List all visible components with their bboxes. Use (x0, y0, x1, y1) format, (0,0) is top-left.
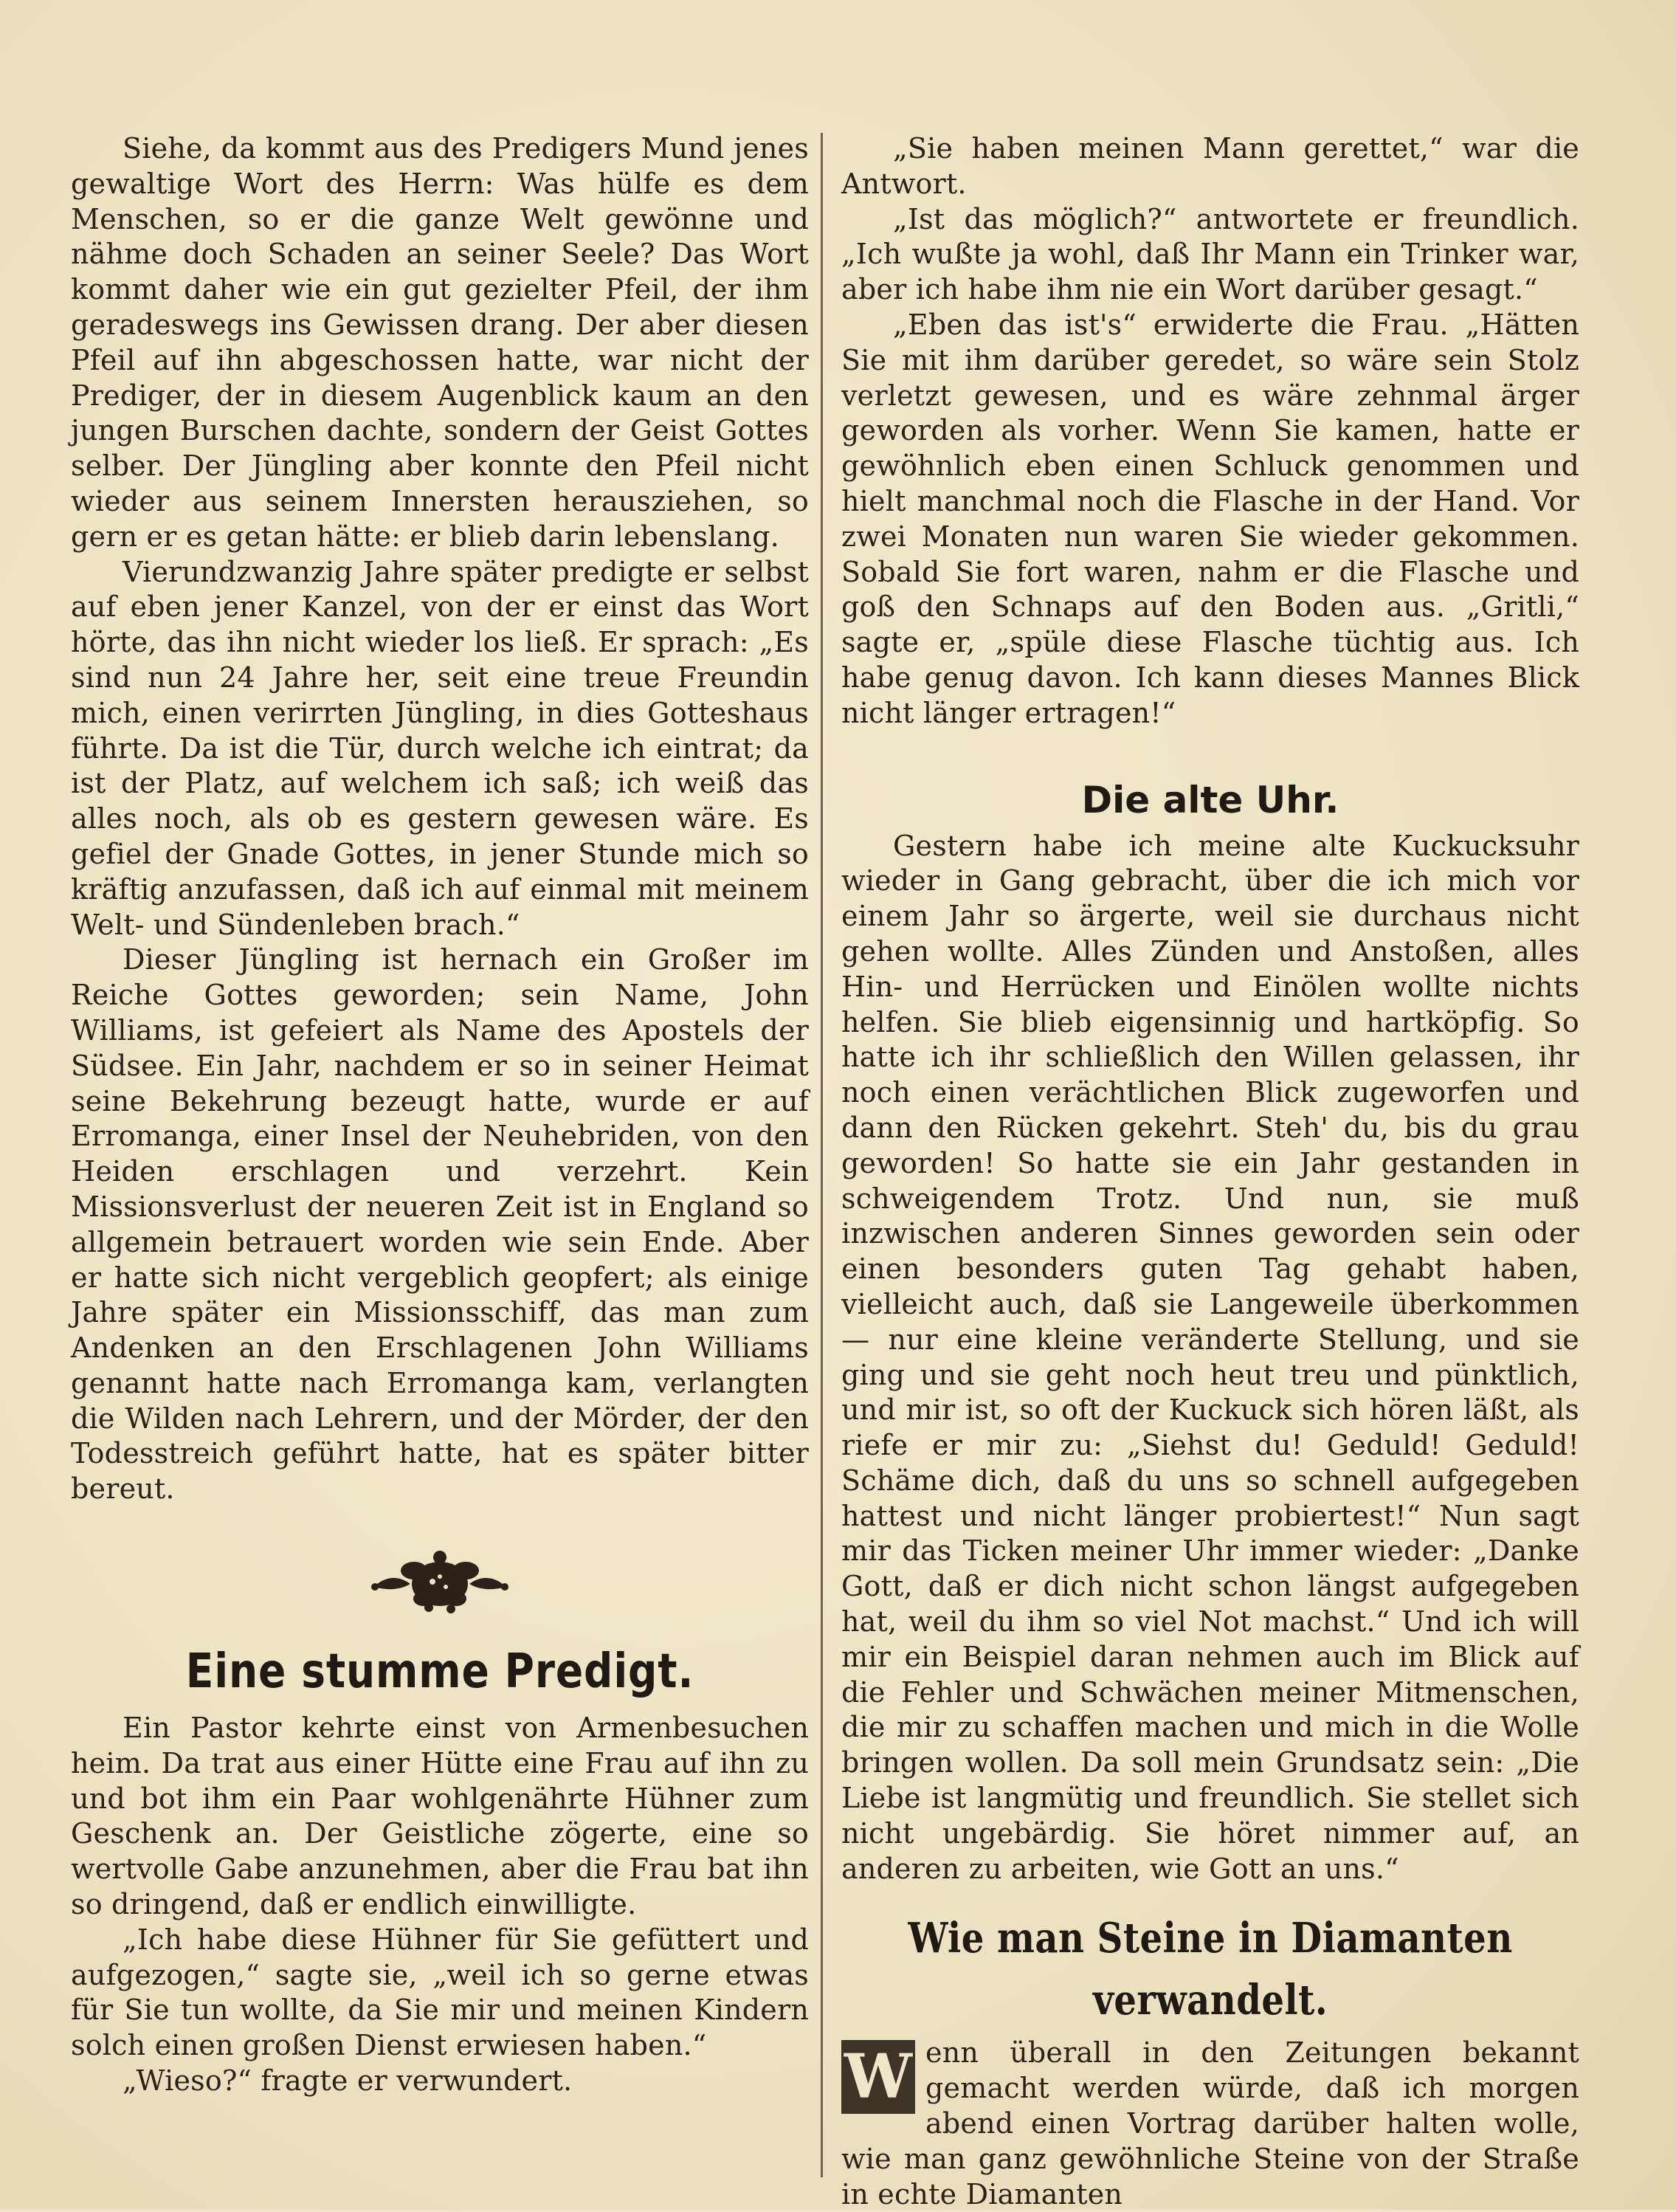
right-column (841, 131, 1579, 2212)
paragraph: Gestern habe ich meine alte Kuckucksuhr wieder in Gang gebracht, über die ich mich vor einem Jahr so ärgerte, weil sie durchaus nicht gehen wollte. Alles Zünden und Anstoßen, alles Hin- und Herrücken und Einölen wollte nichts helfen. Sie blieb eigensinnig und hartköpfig. So hatte ich ihr schließlich den Willen gelassen, ihr noch einen verächtlichen Blick zugeworfen und dann den Rücken gekehrt. Steh' du, bis du grau geworden! So hatte sie ein Jahr gestanden in schweigendem Trotz. Und nun, sie muß inzwischen anderen Sinnes geworden sein oder einen besonders guten Tag gehabt haben, vielleicht auch, daß sie Langeweile überkommen — nur eine kleine veränderte Stellung, und sie ging und sie geht noch heut treu und pünktlich, und mir ist, so oft der Kuckuck sich hören läßt, als riefe er mir zu: „Siehst du! Geduld! Geduld! Schäme dich, daß du uns so schnell aufgegeben hattest und nicht länger probiertest!“ Nun sagt mir das Ticken meiner Uhr immer wieder: „Danke Gott, daß er dich nicht schon längst aufgegeben hat, weil du ihm so viel Not machst.“ Und ich will mir ein Beispiel daran nehmen auch im Blick auf die Fehler und Schwächen meiner Mitmenschen, die mir zu schaffen machen und mich in die Wolle bringen wollen. Da soll mein Grundsatz sein: „Die Liebe ist langmütig und freundlich. Sie stellet sich nicht ungebärdig. Sie höret nimmer auf, an anderen zu arbeiten, wie Gott an uns.“ (841, 829, 1579, 1885)
paragraph-text: enn überall in den Zeitungen bekannt gemacht werden würde, daß ich morgen abend einen Vortrag darüber halten wolle, wie man ganz gewöhnliche Steine von der Straße in echte Diamanten (841, 2036, 1579, 2211)
paragraph: Vierundzwanzig Jahre später predigte er selbst auf eben jener Kanzel, von der er einst das Wort hörte, das ihn nicht wieder los ließ. Er sprach: „Es sind nun 24 Jahre her, seit eine treue Freundin mich, einen verirrten Jüngling, in dies Gotteshaus führte. Da ist die Tür, durch welche ich eintrat; da ist der Platz, auf welchem ich saß; ich weiß das alles noch, als ob es gestern gewesen wäre. Es gefiel der Gnade Gottes, in jener Stunde mich so kräftig anzufassen, daß ich auf einmal mit meinem Welt- und Sündenleben brach.“ (71, 555, 809, 941)
paragraph: „Sie haben meinen Mann gerettet,“ war die Antwort. (841, 132, 1579, 200)
drop-cap: W (841, 2040, 915, 2114)
paragraph: „Ich habe diese Hühner für Sie gefüttert und aufgezogen,“ sagte sie, „weil ich so gerne etwas für Sie tun wollte, da Sie mir und meinen Kindern solch einen großen Dienst erwiesen haben.“ (71, 1923, 809, 2062)
paragraph: „Eben das ist's“ erwiderte die Frau. „Hätten Sie mit ihm darüber geredet, so wäre sein Stolz verletzt gewesen, und es wäre zehnmal ärger geworden als vorher. Wenn Sie kamen, hatte er gewöhnlich eben einen Schluck genommen und hielt manchmal noch die Flasche in der Hand. Vor zwei Monaten nun waren Sie wieder gekommen. Sobald Sie fort waren, nahm er die Flasche und goß den Schnaps auf den Boden aus. „Gritli,“ sagte er, „spüle diese Flasche tüchtig aus. Ich habe genug davon. Ich kann dieses Mannes Blick nicht länger ertragen!“ (841, 308, 1579, 729)
paragraph: „Ist das möglich?“ antwortete er freundlich. „Ich wußte ja wohl, daß Ihr Mann ein Trinker war, aber ich habe ihm nie ein Wort darüber gesagt.“ (841, 202, 1579, 306)
section-heading: Die alte Uhr. (1081, 778, 1339, 821)
paragraph (841, 2036, 1579, 2212)
column-divider (821, 133, 823, 2177)
paragraph: Siehe, da kommt aus des Predigers Mund jenes gewaltige Wort des Herrn: Was hülfe es dem Menschen, so er die ganze Welt gewönne und nähme doch Schaden an seiner Seele? Das Wort kommt daher wie ein gut gezielter Pfeil, der ihm geradeswegs ins Gewissen drang. Der aber diesen Pfeil auf ihn abgeschossen hatte, war nicht der Prediger, der in diesem Augenblick kaum an den jungen Burschen dachte, sondern der Geist Gottes selber. Der Jüngling aber konnte den Pfeil nicht wieder aus seinem Innersten herausziehen, so gern er es getan hätte: er blieb darin lebenslang. (71, 132, 809, 553)
left-column (71, 131, 809, 2099)
paragraph: Ein Pastor kehrte einst von Armenbesuchen heim. Da trat aus einer Hütte eine Frau auf ihn zu und bot ihm ein Paar wohlgenährte Hühner zum Geschenk an. Der Geistliche zögerte, eine so wertvolle Gabe anzunehmen, aber die Frau bat ihn so dringend, daß er endlich einwilligte. (71, 1712, 809, 1921)
section-heading: Eine stumme Predigt. (185, 1644, 694, 1700)
section-heading: Wie man Steine in Diamanten verwandelt. (908, 1914, 1513, 2025)
paragraph: „Wieso?“ fragte er verwundert. (123, 2064, 573, 2098)
floral-ornament-icon (71, 1541, 809, 1622)
paragraph: Dieser Jüngling ist hernach ein Großer im Reiche Gottes geworden; sein Name, John Williams, ist gefeiert als Name des Apostels der Südsee. Ein Jahr, nachdem er so in seiner Heimat seine Bekehrung bezeugt hatte, wurde er auf Erromanga, einer Insel der Neuhebriden, von den Heiden erschlagen und verzehrt. Kein Missionsverlust der neueren Zeit ist in England so allgemein betrauert worden wie sein Ende. Aber er hatte sich nicht vergeblich geopfert; als einige Jahre später ein Missionsschiff, das man zum Andenken an den Erschlagenen John Williams genannt hatte nach Erromanga kam, verlangten die Wilden nach Lehrern, und der Mörder, der den Todesstreich geführt hatte, hat es später bitter bereut. (71, 943, 809, 1506)
